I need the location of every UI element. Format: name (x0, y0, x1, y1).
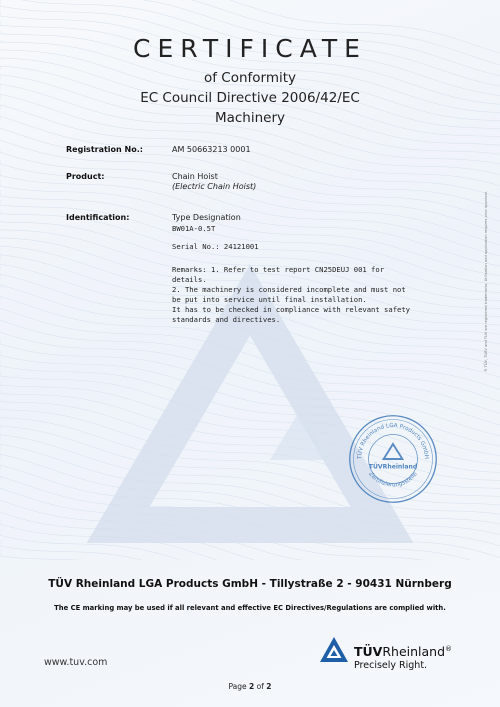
remarks-line: standards and directives. (172, 315, 281, 324)
brand-rest: Rheinland (382, 644, 446, 659)
brand-bold: TÜV (354, 644, 383, 659)
page-number (0, 682, 500, 691)
seal-center-text: TÜVRheinland (368, 463, 418, 471)
seal-bottom-text: Zertifizierungsstelle (367, 471, 419, 489)
brand-wordmark (354, 644, 452, 659)
subtitle-line-1: of Conformity (203, 70, 297, 86)
issuer-address: TÜV Rheinland LGA Products GmbH - Tillystraße 2 - 90431 Nürnberg (48, 578, 452, 590)
subtitle-line-3: Machinery (214, 110, 286, 126)
seal-ring-text: TÜV Rheinland LGA Products GmbH (356, 422, 430, 460)
ce-marking-note: The CE marking may be used if all relevant and effective EC Directives/Regulations are complied with. (54, 604, 446, 612)
remarks-line: It has to be checked in compliance with relevant safety (172, 305, 410, 314)
remarks-line: details. (172, 275, 207, 284)
certificate-title: CERTIFICATE (133, 34, 367, 63)
brand-registered-mark: ® (445, 644, 453, 653)
certification-seal-icon (346, 412, 440, 506)
remarks-line: be put into service until final installation. (172, 295, 367, 304)
tuv-triangle-logo-icon (318, 634, 350, 666)
product-value: Chain Hoist (172, 172, 218, 181)
page-prefix: Page (228, 682, 247, 691)
product-label: Product: (66, 172, 105, 181)
registration-label: Registration No.: (66, 145, 143, 154)
type-designation-value: BW01A-0.5T (172, 224, 216, 233)
trademark-side-note: ® TÜV, TUEV and TUV are registered trademarks. Utilisation and application requires prior approval. (484, 191, 488, 372)
identification-label: Identification: (66, 213, 130, 222)
subtitle-line-2: EC Council Directive 2006/42/EC (140, 90, 360, 106)
remarks-line: Remarks: 1. Refer to test report CN25DEUJ 001 for (172, 265, 385, 274)
brand-slogan: Precisely Right. (354, 660, 428, 671)
website-link[interactable]: www.tuv.com (44, 657, 108, 668)
svg-text:Zertifizierungsstelle (367, 471, 419, 489)
product-detail: (Electric Chain Hoist) (172, 182, 257, 191)
serial-number: Serial No.: 24121001 (172, 242, 259, 251)
registration-value: AM 50663213 0001 (172, 145, 251, 154)
page-of: of (256, 682, 264, 691)
remarks-line: 2. The machinery is considered incomplete and must not (172, 285, 406, 294)
type-designation-label: Type Designation (172, 213, 241, 222)
page-total: 2 (266, 682, 272, 691)
page-current: 2 (249, 682, 255, 691)
remarks-block (172, 265, 410, 325)
